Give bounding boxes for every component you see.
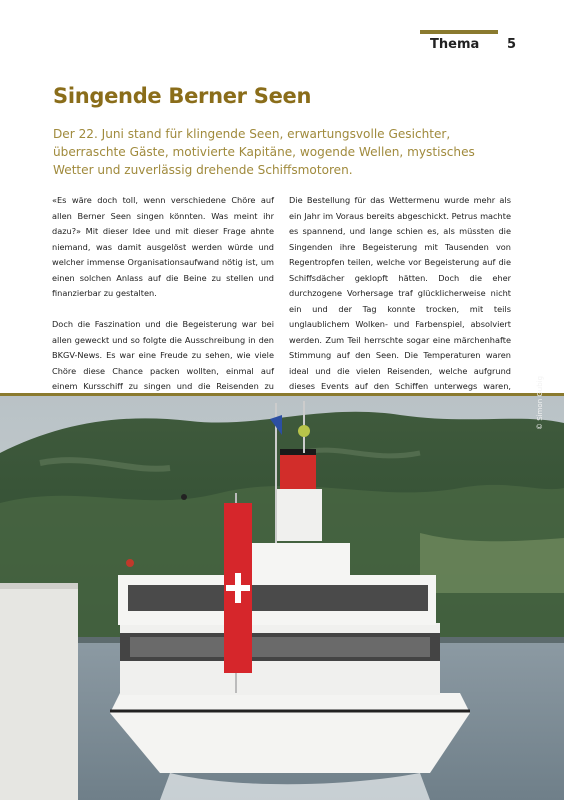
article-title: Singende Berner Seen (53, 84, 312, 108)
boat-photo (0, 393, 564, 800)
paragraph: Doch die Faszination und die Begeisterung war bei allen geweckt und so folgte die Ausschreibung in den BKGV-News. Es war eine Freude zu sehen, wie viele Chöre diese Chance packen wollten, einmal auf einem Kursschiff zu singen und die Reisenden zu (52, 319, 274, 391)
photo-credit: © Simon Gubig (536, 375, 544, 430)
photo-top-rule (0, 393, 564, 396)
header-rule (420, 30, 498, 34)
boat-photo-illustration (0, 393, 564, 800)
article-lead: Der 22. Juni stand für klingende Seen, erwartungsvolle Gesichter, überraschte Gäste, motivierte Kapitäne, wogende Wellen, mystisches Wetter und zuverlässig drehende Schiffsmotoren. (53, 127, 475, 177)
paragraph: «Es wäre doch toll, wenn verschiedene Chöre auf allen Berner Seen singen könnten. Was meint ihr dazu?» Mit dieser Idee und mit dieser Frage ahnte niemand, was damit ausgelöst werden würde und welcher immense Organisationsaufwand nötig ist, um einen solchen Anlass auf die Beine zu stellen und finanzierbar zu gestalten. (52, 195, 274, 298)
section-label: Thema (430, 37, 480, 52)
text-column-right (289, 193, 511, 426)
paragraph: Die Bestellung für das Wettermenu wurde mehr als ein Jahr im Voraus bereits abgeschickt. Petrus machte es spannend, und lange schien es, als müssten die Singenden ihre Begeisterung mit Tausenden von Regentropfen teilen, welche vor Begeisterung auf die Schiffsdächer geklopft hätten. Doch die eher durchzogene Vorhersage traf glücklicherweise nicht ein und der Tag konnte trocken, mit teils unglaublichem Wolken- und Farbenspiel, absolviert werden. Zum Teil herrschte sogar eine märchenhafte Stimmung auf den Seen. Die Temperaturen waren ideal und die vielen Reisenden, welche aufgrund dieses Events auf den Schiffen unterwegs waren, (289, 195, 511, 391)
page-number: 5 (507, 37, 517, 52)
